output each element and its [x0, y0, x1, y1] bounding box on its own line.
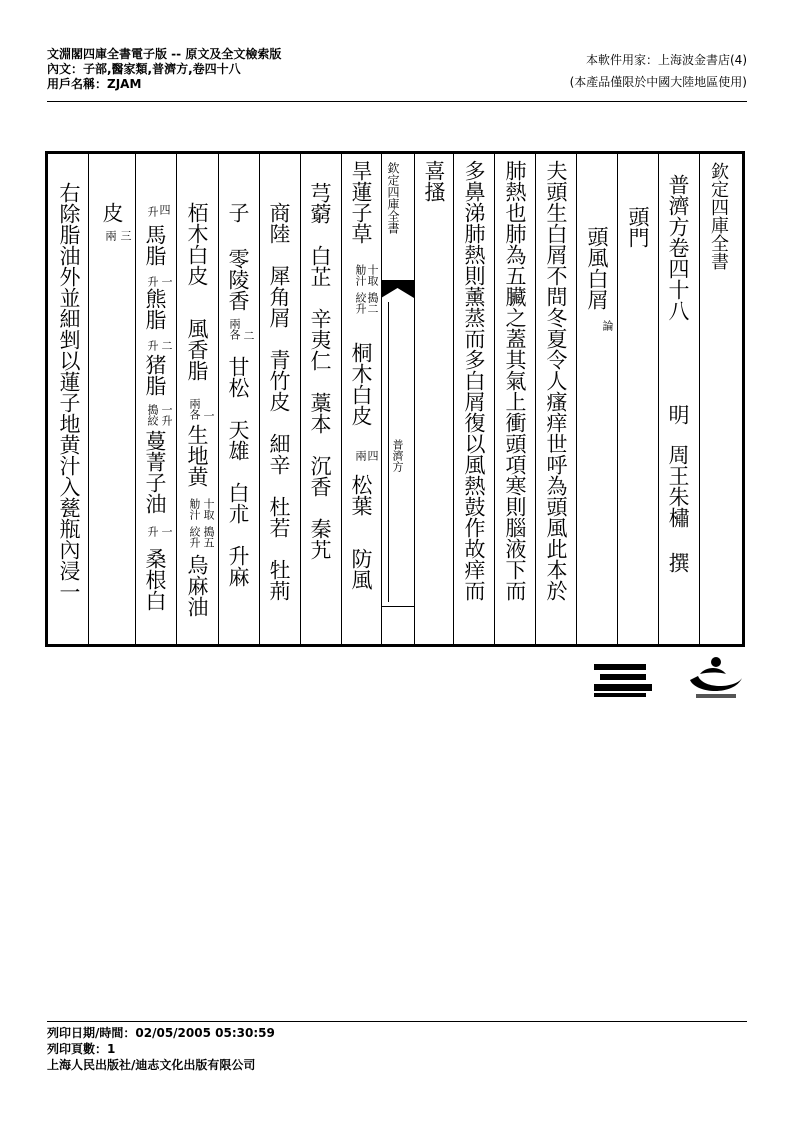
herb-note: 觔汁	[354, 264, 367, 286]
column-divider	[658, 154, 659, 644]
herb-xiongzhi: 熊脂	[143, 288, 167, 330]
herb-mazhi: 馬脂	[143, 224, 167, 266]
herb-list-4: 甘松 天雄 白朮 升麻	[226, 356, 250, 587]
author-name: 周王朱橚	[666, 444, 690, 528]
herb-note: 升	[146, 206, 159, 217]
column-divider	[617, 154, 618, 644]
column-divider	[453, 154, 454, 644]
herb-note: 兩	[104, 230, 117, 241]
herb-baimubaipi: 栢木白皮	[185, 202, 209, 286]
section-title: 頭門	[626, 206, 650, 248]
column-divider	[88, 154, 89, 644]
herb-note: 兩各	[228, 318, 241, 340]
herb-note: 一	[202, 410, 215, 421]
print-page-count: 列印頁數：1	[47, 1042, 116, 1056]
herb-zhuzhi: 猪脂	[143, 354, 167, 396]
column-divider	[218, 154, 219, 644]
herb-note: 二	[160, 340, 173, 351]
book-page-frame	[45, 151, 745, 647]
topic-title: 頭風白屑	[585, 226, 609, 310]
header-left	[47, 47, 281, 92]
header-user-line: 用戶名稱：ZJAM	[47, 77, 142, 91]
fish-tail-title: 欽定四庫全書	[386, 162, 400, 234]
volume-title: 普濟方卷四十八	[666, 174, 690, 321]
fish-tail-rule	[388, 302, 389, 602]
author-role: 撰	[666, 552, 690, 573]
herb-manjingziyou: 蔓菁子油	[143, 430, 167, 514]
text-column-2: 肺熱也肺為五臟之蓋其氣上衝頭項寒則腦液下而	[503, 160, 527, 601]
herb-note: 絞升	[188, 526, 201, 548]
herb-note: 搗五	[202, 526, 215, 548]
header-divider	[47, 101, 747, 102]
herb-sanggenbai: 桑根白	[143, 548, 167, 611]
herb-note: 一升	[160, 404, 173, 426]
herb-note: 十取	[366, 264, 379, 286]
herb-wumayou: 烏麻油	[185, 554, 209, 617]
herb-note: 升	[146, 276, 159, 287]
herb-note: 一	[160, 276, 173, 287]
column-divider	[699, 154, 700, 644]
footer-divider	[47, 1021, 747, 1022]
herb-shengdihuang: 生地黄	[185, 424, 209, 487]
publisher-logo-seal	[686, 654, 746, 702]
publisher-line: 上海人民出版社/迪志文化出版有限公司	[47, 1058, 256, 1072]
footer	[47, 1025, 275, 1073]
herb-note: 四	[158, 204, 171, 215]
herb-note: 絞升	[354, 292, 367, 314]
herb-note: 搗絞	[146, 404, 159, 426]
herb-note: 升	[146, 340, 159, 351]
herb-linglingxiang: 零陵香	[226, 248, 250, 311]
column-divider	[176, 154, 177, 644]
fish-tail-bottom-rule	[381, 606, 414, 607]
herb-note: 兩各	[188, 398, 201, 420]
header-licensee: 本軟件用家：上海波金書店(4)	[586, 53, 747, 67]
header-product-line: 文淵閣四庫全書電子版 -- 原文及全文檢索版	[47, 47, 282, 61]
fish-tail-book: 普濟方	[391, 439, 404, 472]
print-datetime: 列印日期/時間：02/05/2005 05:30:59	[47, 1026, 275, 1040]
column-divider	[414, 154, 415, 644]
header-content-line: 內文：子部,醫家類,普濟方,卷四十八	[47, 62, 241, 76]
author-dynasty: 明	[666, 404, 690, 425]
column-divider	[535, 154, 536, 644]
publisher-logo-bars	[594, 662, 652, 698]
herb-note: 兩	[354, 450, 367, 461]
herb-fengxiangzhi: 風香脂	[185, 318, 209, 381]
herb-fangfeng: 防風	[349, 548, 373, 590]
herb-hanliancao: 旱蓮子草	[349, 160, 373, 244]
herb-note: 四	[366, 450, 379, 461]
column-divider	[381, 154, 382, 644]
herb-tongmubaipi: 桐木白皮	[349, 342, 373, 426]
column-divider	[259, 154, 260, 644]
text-column-3: 多鼻涕肺熱則薰蒸而多白屑復以風熱鼓作故痒而	[462, 160, 486, 601]
herb-list-3: 商陸 犀角屑 青竹皮 細辛 杜若 牡荊	[267, 202, 291, 601]
column-divider	[300, 154, 301, 644]
herb-note: 十取	[202, 498, 215, 520]
column-divider	[576, 154, 577, 644]
herb-zi: 子	[226, 202, 250, 223]
herb-pi: 皮	[100, 202, 124, 223]
column-divider	[135, 154, 136, 644]
herb-list-2: 芎藭 白芷 辛夷仁 藁本 沉香 秦艽	[308, 182, 332, 560]
column-divider	[341, 154, 342, 644]
header-right	[570, 49, 747, 93]
herb-note: 三	[119, 230, 132, 241]
herb-note: 一	[160, 526, 173, 537]
herb-note: 二	[242, 330, 255, 341]
text-column-4: 喜搔	[422, 160, 446, 202]
text-column-1: 夫頭生白屑不問冬夏令人瘙痒世呼為頭風此本於	[544, 160, 568, 601]
herb-songye: 松葉	[349, 474, 373, 516]
topic-note: 論	[601, 320, 614, 331]
header-region-notice: (本產品僅限於中國大陸地區使用)	[569, 75, 747, 89]
book-collection-title: 欽定四庫全書	[708, 162, 729, 270]
fish-tail-mark	[381, 280, 414, 302]
herb-note: 搗二	[366, 292, 379, 314]
column-divider	[494, 154, 495, 644]
herb-note: 觔汁	[188, 498, 201, 520]
preparation-instructions: 右除脂油外並細剉以蓮子地黄汁入甆瓶內浸一	[57, 182, 81, 602]
herb-note: 升	[146, 526, 159, 537]
